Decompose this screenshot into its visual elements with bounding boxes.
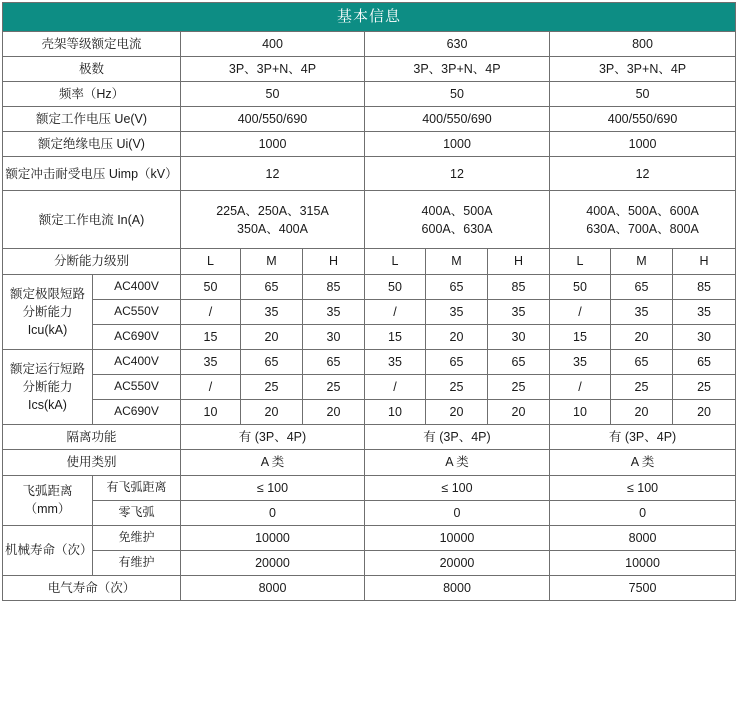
- cell-arc-distance-zero-800: 0: [550, 500, 736, 525]
- sub-label-ics-ac400v: AC400V: [93, 349, 181, 374]
- sub-label-maintained: 有维护: [93, 550, 181, 575]
- sub-label-ics-ac690v: AC690V: [93, 400, 181, 425]
- cell-ics-ac690v-400-H: 20: [303, 400, 365, 425]
- cell-frequency-400: 50: [181, 82, 365, 107]
- sub-label-ics-ac550v: AC550V: [93, 375, 181, 400]
- cell-impulse-voltage-400: 12: [181, 157, 365, 191]
- cell-icu-ac690v-800-H: 30: [673, 324, 736, 349]
- cell-ics-ac400v-800-H: 65: [673, 349, 736, 374]
- cell-ics-ac400v-630-H: 65: [488, 349, 550, 374]
- cell-icu-ac690v-400-L: 15: [181, 324, 241, 349]
- row-label-rated-current: 额定工作电流 In(A): [3, 191, 181, 249]
- cell-rated-voltage-400: 400/550/690: [181, 107, 365, 132]
- cell-ics-ac690v-800-H: 20: [673, 400, 736, 425]
- cell-rated-voltage-630: 400/550/690: [365, 107, 550, 132]
- cell-ics-ac690v-800-M: 20: [611, 400, 673, 425]
- cell-ics-ac400v-400-L: 35: [181, 349, 241, 374]
- cell-electrical-life-800: 7500: [550, 576, 736, 601]
- cell-arc-distance-zero-400: 0: [181, 500, 365, 525]
- cell-poles-800: 3P、3P+N、4P: [550, 56, 736, 81]
- cell-insulation-voltage-630: 1000: [365, 132, 550, 157]
- cell-isolation-630: 有 (3P、4P): [365, 425, 550, 450]
- cell-frame-rating-800: 800: [550, 31, 736, 56]
- cell-arc-distance-zero-630: 0: [365, 500, 550, 525]
- sub-label-arc-distance-with: 有飞弧距离: [93, 475, 181, 500]
- cell-ics-ac550v-800-H: 25: [673, 375, 736, 400]
- cell-ics-ac550v-630-H: 25: [488, 375, 550, 400]
- cell-mechanical-life-maintained-800: 10000: [550, 550, 736, 575]
- sub-label-icu-ac690v: AC690V: [93, 324, 181, 349]
- table-row-poles: [3, 56, 736, 81]
- cell-breaking-class-630-L: L: [365, 249, 426, 274]
- cell-breaking-class-400-H: H: [303, 249, 365, 274]
- row-label-poles: 极数: [3, 56, 181, 81]
- cell-usage-category-800: A 类: [550, 450, 736, 475]
- cell-rated-current-800-line2: 630A、700A、800A: [586, 221, 699, 236]
- cell-rated-current-630-line2: 600A、630A: [421, 221, 493, 236]
- cell-ics-ac550v-630-M: 25: [426, 375, 488, 400]
- cell-ics-ac690v-630-M: 20: [426, 400, 488, 425]
- cell-icu-ac550v-630-H: 35: [488, 299, 550, 324]
- cell-ics-ac400v-630-M: 65: [426, 349, 488, 374]
- table-row-rated-voltage: [3, 107, 736, 132]
- table-row-breaking-class: [3, 249, 736, 274]
- page-title: 基本信息: [3, 3, 736, 32]
- cell-mechanical-life-maintained-400: 20000: [181, 550, 365, 575]
- row-label-breaking-class: 分断能力级别: [3, 249, 181, 274]
- sub-label-icu-ac400v: AC400V: [93, 274, 181, 299]
- row-label-arc-distance: [3, 475, 93, 525]
- cell-ics-ac400v-800-M: 65: [611, 349, 673, 374]
- specification-table: [2, 2, 736, 601]
- cell-impulse-voltage-630: 12: [365, 157, 550, 191]
- cell-frame-rating-400: 400: [181, 31, 365, 56]
- cell-mechanical-life-free-630: 10000: [365, 525, 550, 550]
- cell-icu-ac550v-800-M: 35: [611, 299, 673, 324]
- row-label-isolation: 隔离功能: [3, 425, 181, 450]
- table-row-icu-ac690v: [3, 324, 736, 349]
- cell-ics-ac550v-800-L: /: [550, 375, 611, 400]
- cell-breaking-class-400-M: M: [241, 249, 303, 274]
- cell-icu-ac690v-400-H: 30: [303, 324, 365, 349]
- cell-ics-ac690v-630-L: 10: [365, 400, 426, 425]
- cell-icu-ac400v-800-H: 85: [673, 274, 736, 299]
- cell-breaking-class-630-H: H: [488, 249, 550, 274]
- table-title-row: [3, 3, 736, 32]
- cell-ics-ac550v-400-M: 25: [241, 375, 303, 400]
- table-row-icu-ac550v: [3, 299, 736, 324]
- cell-breaking-class-800-L: L: [550, 249, 611, 274]
- row-label-frequency: 频率（Hz）: [3, 82, 181, 107]
- cell-breaking-class-400-L: L: [181, 249, 241, 274]
- row-label-ics: 额定运行短路分断能力 Ics(kA): [3, 349, 93, 424]
- cell-ics-ac550v-400-H: 25: [303, 375, 365, 400]
- cell-arc-distance-with-400: ≤ 100: [181, 475, 365, 500]
- row-label-insulation-voltage: 额定绝缘电压 Ui(V): [3, 132, 181, 157]
- table-row-arc-distance-with: [3, 475, 736, 500]
- cell-icu-ac690v-630-L: 15: [365, 324, 426, 349]
- cell-icu-ac550v-800-L: /: [550, 299, 611, 324]
- cell-arc-distance-with-630: ≤ 100: [365, 475, 550, 500]
- cell-poles-630: 3P、3P+N、4P: [365, 56, 550, 81]
- cell-icu-ac550v-400-L: /: [181, 299, 241, 324]
- cell-arc-distance-with-800: ≤ 100: [550, 475, 736, 500]
- table-row-frequency: [3, 82, 736, 107]
- cell-rated-current-630-line1: 400A、500A: [421, 203, 493, 218]
- cell-ics-ac400v-630-L: 35: [365, 349, 426, 374]
- table-row-rated-current: [3, 191, 736, 249]
- table-row-ics-ac550v: [3, 375, 736, 400]
- cell-icu-ac400v-630-M: 65: [426, 274, 488, 299]
- row-label-usage-category: 使用类别: [3, 450, 181, 475]
- cell-icu-ac400v-400-M: 65: [241, 274, 303, 299]
- cell-electrical-life-400: 8000: [181, 576, 365, 601]
- cell-electrical-life-630: 8000: [365, 576, 550, 601]
- cell-mechanical-life-maintained-630: 20000: [365, 550, 550, 575]
- row-label-frame-rating: 壳架等级额定电流: [3, 31, 181, 56]
- cell-ics-ac400v-800-L: 35: [550, 349, 611, 374]
- cell-rated-current-400-line2: 350A、400A: [237, 221, 308, 236]
- cell-ics-ac690v-400-L: 10: [181, 400, 241, 425]
- cell-rated-voltage-800: 400/550/690: [550, 107, 736, 132]
- cell-ics-ac400v-400-H: 65: [303, 349, 365, 374]
- table-row-ics-ac690v: [3, 400, 736, 425]
- table-row-ics-ac400v: [3, 349, 736, 374]
- cell-frame-rating-630: 630: [365, 31, 550, 56]
- row-label-arc-distance-line2: （mm）: [24, 502, 71, 517]
- cell-rated-current-400: [181, 191, 365, 249]
- cell-icu-ac550v-630-M: 35: [426, 299, 488, 324]
- cell-frequency-630: 50: [365, 82, 550, 107]
- cell-poles-400: 3P、3P+N、4P: [181, 56, 365, 81]
- cell-icu-ac400v-800-L: 50: [550, 274, 611, 299]
- cell-ics-ac550v-400-L: /: [181, 375, 241, 400]
- cell-ics-ac690v-400-M: 20: [241, 400, 303, 425]
- cell-isolation-800: 有 (3P、4P): [550, 425, 736, 450]
- cell-icu-ac550v-400-H: 35: [303, 299, 365, 324]
- cell-impulse-voltage-800: 12: [550, 157, 736, 191]
- row-label-electrical-life: 电气寿命（次）: [3, 576, 181, 601]
- table-row-electrical-life: [3, 576, 736, 601]
- cell-icu-ac550v-630-L: /: [365, 299, 426, 324]
- cell-icu-ac550v-800-H: 35: [673, 299, 736, 324]
- cell-insulation-voltage-400: 1000: [181, 132, 365, 157]
- cell-icu-ac690v-800-L: 15: [550, 324, 611, 349]
- cell-usage-category-630: A 类: [365, 450, 550, 475]
- table-row-isolation: [3, 425, 736, 450]
- table-row-mechanical-life-maintenance-free: [3, 525, 736, 550]
- cell-breaking-class-630-M: M: [426, 249, 488, 274]
- row-label-icu: 额定极限短路分断能力 Icu(kA): [3, 274, 93, 349]
- cell-icu-ac400v-400-L: 50: [181, 274, 241, 299]
- table-row-mechanical-life-maintained: [3, 550, 736, 575]
- table-row-arc-distance-zero: [3, 500, 736, 525]
- cell-icu-ac690v-630-H: 30: [488, 324, 550, 349]
- cell-usage-category-400: A 类: [181, 450, 365, 475]
- cell-frequency-800: 50: [550, 82, 736, 107]
- cell-rated-current-400-line1: 225A、250A、315A: [216, 203, 329, 218]
- cell-icu-ac400v-800-M: 65: [611, 274, 673, 299]
- cell-ics-ac400v-400-M: 65: [241, 349, 303, 374]
- cell-rated-current-630: [365, 191, 550, 249]
- cell-icu-ac400v-630-L: 50: [365, 274, 426, 299]
- cell-ics-ac550v-630-L: /: [365, 375, 426, 400]
- cell-breaking-class-800-H: H: [673, 249, 736, 274]
- cell-ics-ac550v-800-M: 25: [611, 375, 673, 400]
- cell-icu-ac690v-800-M: 20: [611, 324, 673, 349]
- row-label-mechanical-life: 机械寿命（次）: [3, 525, 93, 575]
- table-row-usage-category: [3, 450, 736, 475]
- sub-label-arc-distance-zero: 零飞弧: [93, 500, 181, 525]
- cell-mechanical-life-free-800: 8000: [550, 525, 736, 550]
- cell-rated-current-800-line1: 400A、500A、600A: [586, 203, 699, 218]
- table-row-icu-ac400v: [3, 274, 736, 299]
- cell-breaking-class-800-M: M: [611, 249, 673, 274]
- table-row-frame-rating: [3, 31, 736, 56]
- cell-rated-current-800: [550, 191, 736, 249]
- table-row-impulse-voltage: [3, 157, 736, 191]
- sub-label-icu-ac550v: AC550V: [93, 299, 181, 324]
- cell-ics-ac690v-800-L: 10: [550, 400, 611, 425]
- cell-isolation-400: 有 (3P、4P): [181, 425, 365, 450]
- sub-label-maintenance-free: 免维护: [93, 525, 181, 550]
- table-row-insulation-voltage: [3, 132, 736, 157]
- cell-icu-ac690v-400-M: 20: [241, 324, 303, 349]
- cell-icu-ac690v-630-M: 20: [426, 324, 488, 349]
- row-label-arc-distance-line1: 飞弧距离: [22, 484, 73, 498]
- cell-ics-ac690v-630-H: 20: [488, 400, 550, 425]
- cell-icu-ac550v-400-M: 35: [241, 299, 303, 324]
- cell-mechanical-life-free-400: 10000: [181, 525, 365, 550]
- row-label-impulse-voltage: 额定冲击耐受电压 Uimp（kV）: [3, 157, 181, 191]
- row-label-rated-voltage: 额定工作电压 Ue(V): [3, 107, 181, 132]
- cell-icu-ac400v-400-H: 85: [303, 274, 365, 299]
- cell-icu-ac400v-630-H: 85: [488, 274, 550, 299]
- cell-insulation-voltage-800: 1000: [550, 132, 736, 157]
